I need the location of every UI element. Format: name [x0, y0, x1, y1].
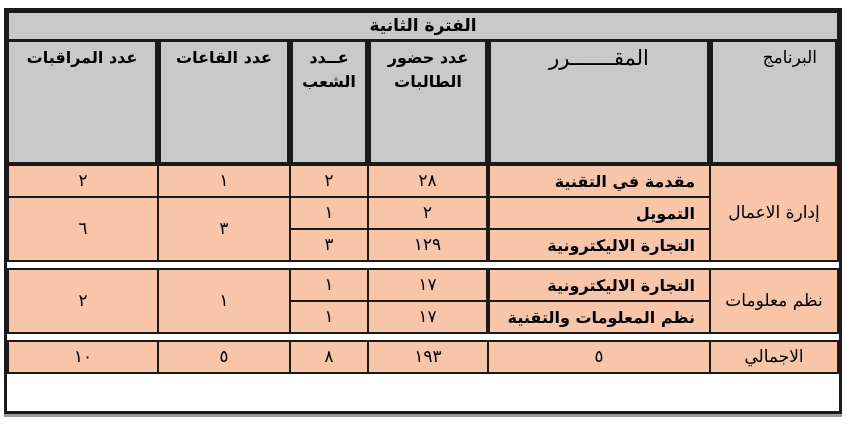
group-gap	[8, 261, 838, 269]
program-cell: إدارة الاعمال	[710, 164, 838, 261]
proctors-cell: ٢	[8, 269, 158, 333]
header-course: المقـــــــرر	[488, 41, 710, 165]
schedule-table	[7, 11, 841, 374]
total-label: الاجمالي	[710, 341, 838, 373]
sections-cell: ١	[290, 197, 368, 229]
header-row	[8, 41, 838, 165]
halls-cell: ١	[158, 269, 290, 333]
header-halls: عدد القاعات	[158, 41, 290, 165]
attendance-cell: ٢٨	[368, 164, 488, 197]
total-attendance: ١٩٣	[368, 341, 488, 373]
program-cell: نظم معلومات	[710, 269, 838, 333]
total-sections: ٨	[290, 341, 368, 373]
course-cell: التمويل	[488, 197, 710, 229]
sections-cell: ١	[290, 269, 368, 301]
total-courses: ٥	[488, 341, 710, 373]
title-row	[8, 12, 838, 41]
bottom-rule	[4, 414, 842, 417]
group-gap	[8, 333, 838, 341]
proctors-cell: ٦	[8, 197, 158, 261]
table-row	[8, 269, 838, 301]
proctors-cell: ٢	[8, 164, 158, 197]
attendance-cell: ١٢٩	[368, 229, 488, 261]
period-title: الفترة الثانية	[8, 12, 838, 41]
header-sections: عــدد الشعب	[290, 41, 368, 165]
header-proctors: عدد المراقبات	[8, 41, 158, 165]
halls-cell: ١	[158, 164, 290, 197]
course-cell: نظم المعلومات والتقنية	[488, 301, 710, 333]
attendance-cell: ١٧	[368, 269, 488, 301]
attendance-cell: ١٧	[368, 301, 488, 333]
header-attendance: عدد حضور الطالبات	[368, 41, 488, 165]
course-cell: مقدمة في التقنية	[488, 164, 710, 197]
sections-cell: ١	[290, 301, 368, 333]
sections-cell: ٣	[290, 229, 368, 261]
course-cell: التجارة الاليكترونية	[488, 269, 710, 301]
header-program: البرنامج	[710, 41, 838, 165]
sections-cell: ٢	[290, 164, 368, 197]
total-row	[8, 341, 838, 373]
table-row	[8, 164, 838, 197]
halls-cell: ٣	[158, 197, 290, 261]
attendance-cell: ٢	[368, 197, 488, 229]
total-halls: ٥	[158, 341, 290, 373]
course-cell: التجارة الاليكترونية	[488, 229, 710, 261]
total-proctors: ١٠	[8, 341, 158, 373]
